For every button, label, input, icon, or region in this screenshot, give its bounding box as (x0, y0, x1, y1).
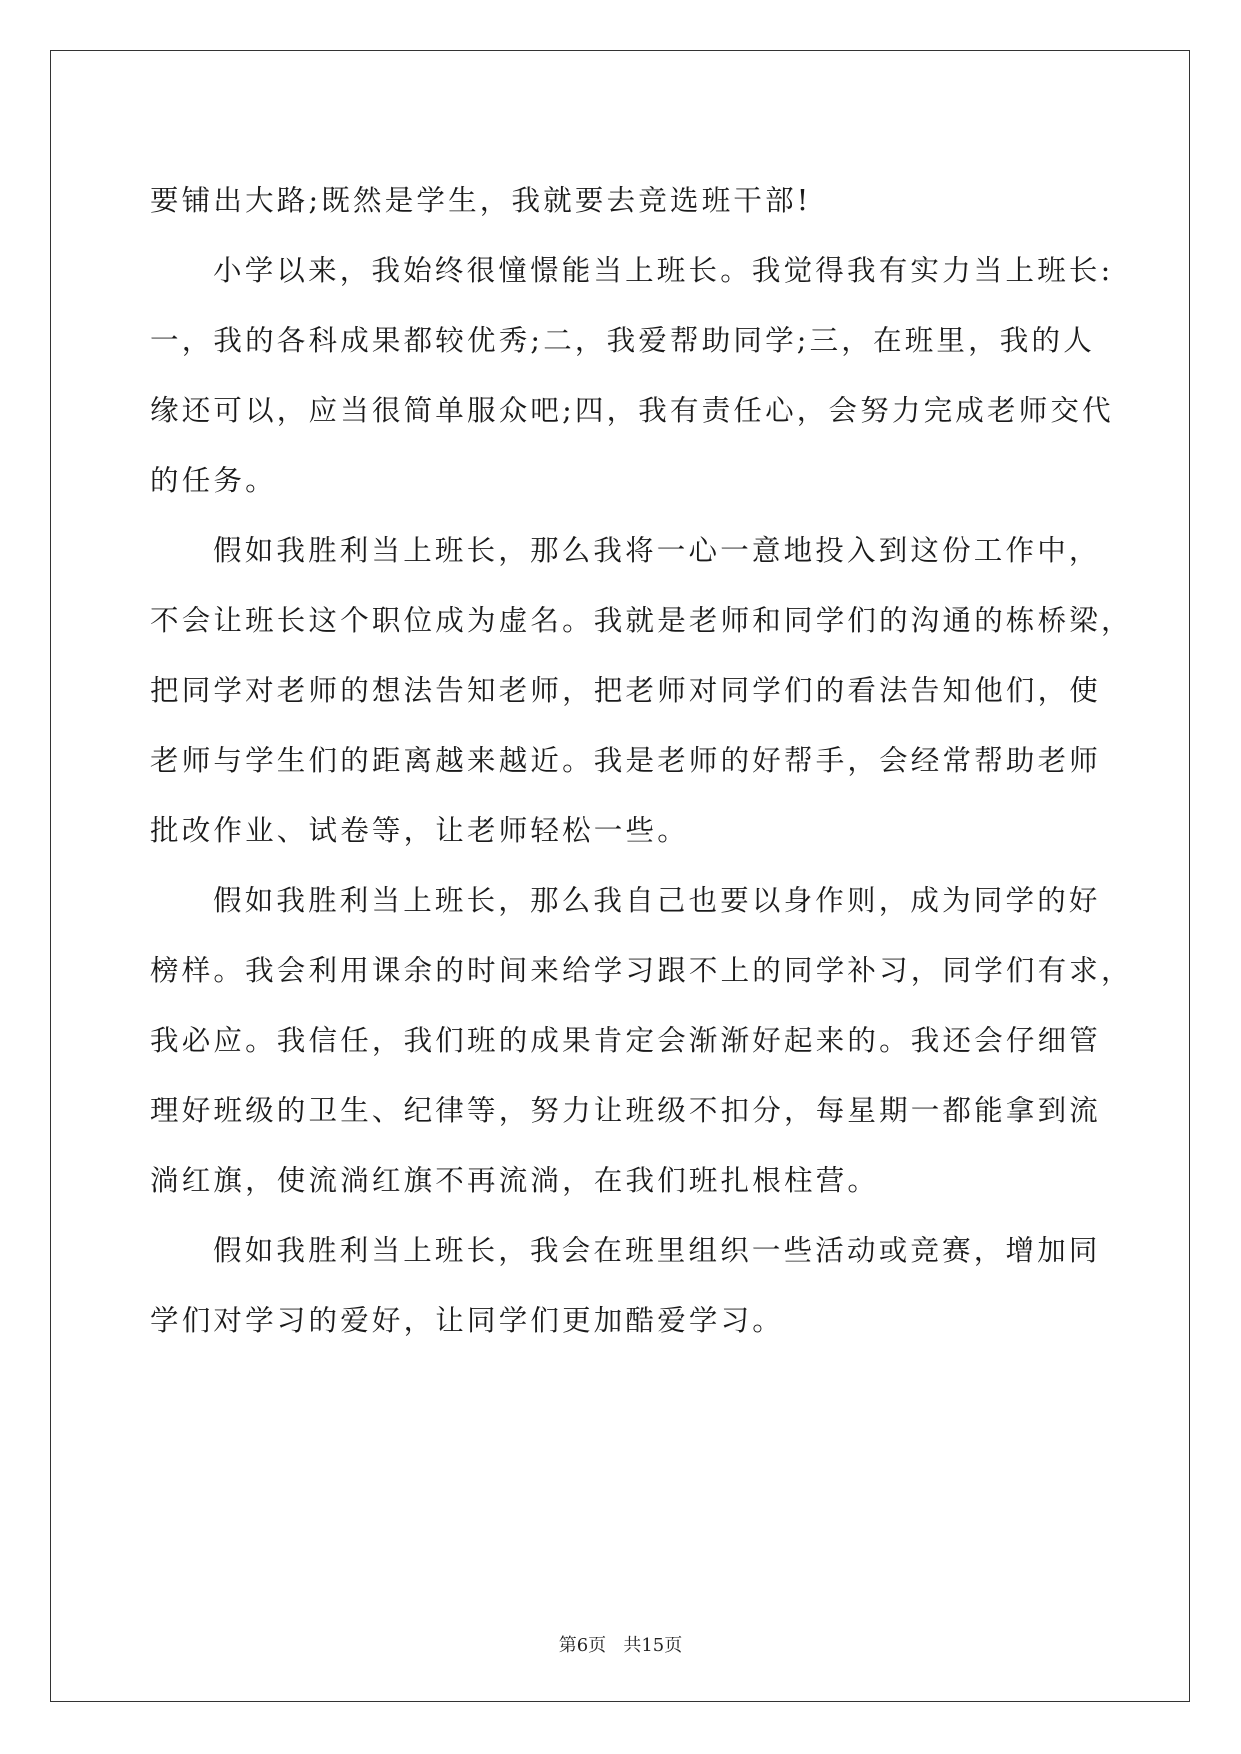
text-line: 榜样。我会利用课余的时间来给学习跟不上的同学补习，同学们有求， (150, 954, 1133, 987)
text-line: 假如我胜利当上班长，我会在班里组织一些活动或竞赛，增加同 (213, 1234, 1101, 1267)
text-line: 一，我的各科成果都较优秀;二，我爱帮助同学;三，在班里，我的人 (150, 324, 1095, 357)
total-pages: 共15页 (623, 1635, 683, 1656)
text-line: 把同学对老师的想法告知老师，把老师对同学们的看法告知他们，使 (150, 674, 1102, 707)
page-footer (0, 1631, 1241, 1657)
text-line: 批改作业、试卷等，让老师轻松一些。 (150, 814, 689, 847)
text-line: 老师与学生们的距离越来越近。我是老师的好帮手，会经常帮助老师 (150, 744, 1102, 777)
text-line: 理好班级的卫生、纪律等，努力让班级不扣分，每星期一都能拿到流 (150, 1094, 1102, 1127)
footer-spacer (606, 1635, 623, 1656)
document-body (150, 166, 1133, 1356)
text-line: 假如我胜利当上班长，那么我自己也要以身作则，成为同学的好 (213, 884, 1101, 917)
text-line: 小学以来，我始终很憧憬能当上班长。我觉得我有实力当上班长: (213, 254, 1114, 287)
text-line: 假如我胜利当上班长，那么我将一心一意地投入到这份工作中， (213, 534, 1101, 567)
text-line: 要铺出大路;既然是学生，我就要去竞选班干部! (150, 184, 812, 217)
text-line: 我必应。我信任，我们班的成果肯定会渐渐好起来的。我还会仔细管 (150, 1024, 1102, 1057)
text-line: 缘还可以，应当很简单服众吧;四，我有责任心，会努力完成老师交代 (150, 394, 1114, 427)
text-line: 淌红旗，使流淌红旗不再流淌，在我们班扎根柱营。 (150, 1164, 880, 1197)
text-line: 的任务。 (150, 464, 277, 497)
text-line: 学们对学习的爱好，让同学们更加酷爱学习。 (150, 1304, 785, 1337)
text-line: 不会让班长这个职位成为虚名。我就是老师和同学们的沟通的栋桥梁， (150, 604, 1133, 637)
page-number: 第6页 (558, 1635, 607, 1656)
